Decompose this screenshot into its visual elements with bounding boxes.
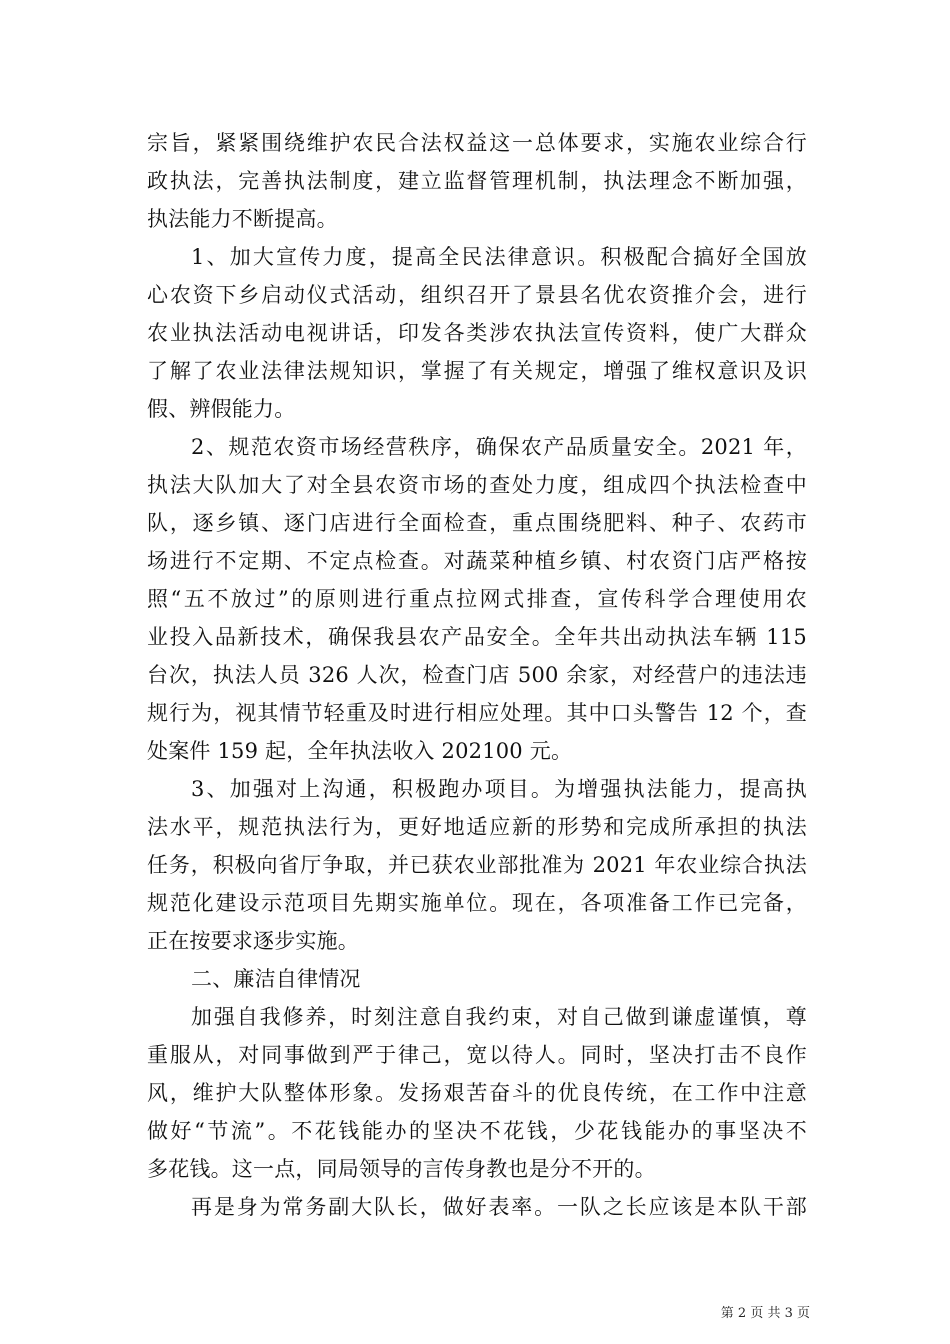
text-line: 假、辨假能力。 [147,397,296,421]
text-line: 宗旨，紧紧围绕维护农民合法权益这一总体要求，实施农业综合行 [147,131,807,155]
text-line: 业投入品新技术，确保我县农产品安全。全年共出动执法车辆 115 [147,625,807,649]
text-line: 做好“节流”。不花钱能办的坚决不花钱，少花钱能办的事坚决不 [147,1119,807,1143]
text-line: 加强自我修养，时刻注意自我约束，对自己做到谦虚谨慎，尊 [191,1005,807,1029]
text-line: 重服从，对同事做到严于律己，宽以待人。同时，坚决打击不良作 [147,1043,807,1067]
paragraph-projects [147,770,807,960]
text-line: 风，维护大队整体形象。发扬艰苦奋斗的优良传统，在工作中注意 [147,1081,807,1105]
text-line: 2、规范农资市场经营秩序，确保农产品质量安全。2021 年， [191,435,807,459]
section-heading-text: 二、廉洁自律情况 [191,967,361,991]
text-line: 1、加大宣传力度，提高全民法律意识。积极配合搞好全国放 [191,245,807,269]
section-heading [147,960,807,998]
text-line: 政执法，完善执法制度，建立监督管理机制，执法理念不断加强， [147,169,807,193]
text-line: 农业执法活动电视讲话，印发各类涉农执法宣传资料，使广大群众 [147,321,807,345]
text-line: 场进行不定期、不定点检查。对蔬菜种植乡镇、村农资门店严格按 [147,549,807,573]
text-line: 照“五不放过”的原则进行重点拉网式排查，宣传科学合理使用农 [147,587,807,611]
page-number-footer: 第 2 页 共 3 页 [720,1306,810,1321]
text-line: 规行为，视其情节轻重及时进行相应处理。其中口头警告 12 个，查 [147,701,807,725]
text-line: 台次，执法人员 326 人次，检查门店 500 余家，对经营户的违法违 [147,663,807,687]
text-line: 再是身为常务副大队长，做好表率。一队之长应该是本队干部 [191,1195,807,1219]
paragraph-publicity [147,238,807,428]
text-line: 任务，积极向省厅争取，并已获农业部批准为 2021 年农业综合执法 [147,853,807,877]
text-line: 法水平，规范执法行为，更好地适应新的形势和完成所承担的执法 [147,815,807,839]
text-line: 队，逐乡镇、逐门店进行全面检查，重点围绕肥料、种子、农药市 [147,511,807,535]
text-line: 规范化建设示范项目先期实施单位。现在，各项准备工作已完备， [147,891,807,915]
document-body [147,124,807,1226]
text-line: 执法能力不断提高。 [147,207,338,231]
text-line: 心农资下乡启动仪式活动，组织召开了景县名优农资推介会，进行 [147,283,807,307]
text-line: 3、加强对上沟通，积极跑办项目。为增强执法能力，提高执 [191,777,807,801]
text-line: 正在按要求逐步实施。 [147,929,359,953]
text-line: 多花钱。这一点，同局领导的言传身教也是分不开的。 [147,1157,656,1181]
paragraph-market-order [147,428,807,770]
paragraph-leadership [147,1188,807,1226]
paragraph-intro [147,124,807,238]
text-line: 处案件 159 起，全年执法收入 202100 元。 [147,739,573,763]
text-line: 执法大队加大了对全县农资市场的查处力度，组成四个执法检查中 [147,473,807,497]
text-line: 了解了农业法律法规知识，掌握了有关规定，增强了维权意识及识 [147,359,807,383]
paragraph-self-discipline [147,998,807,1188]
